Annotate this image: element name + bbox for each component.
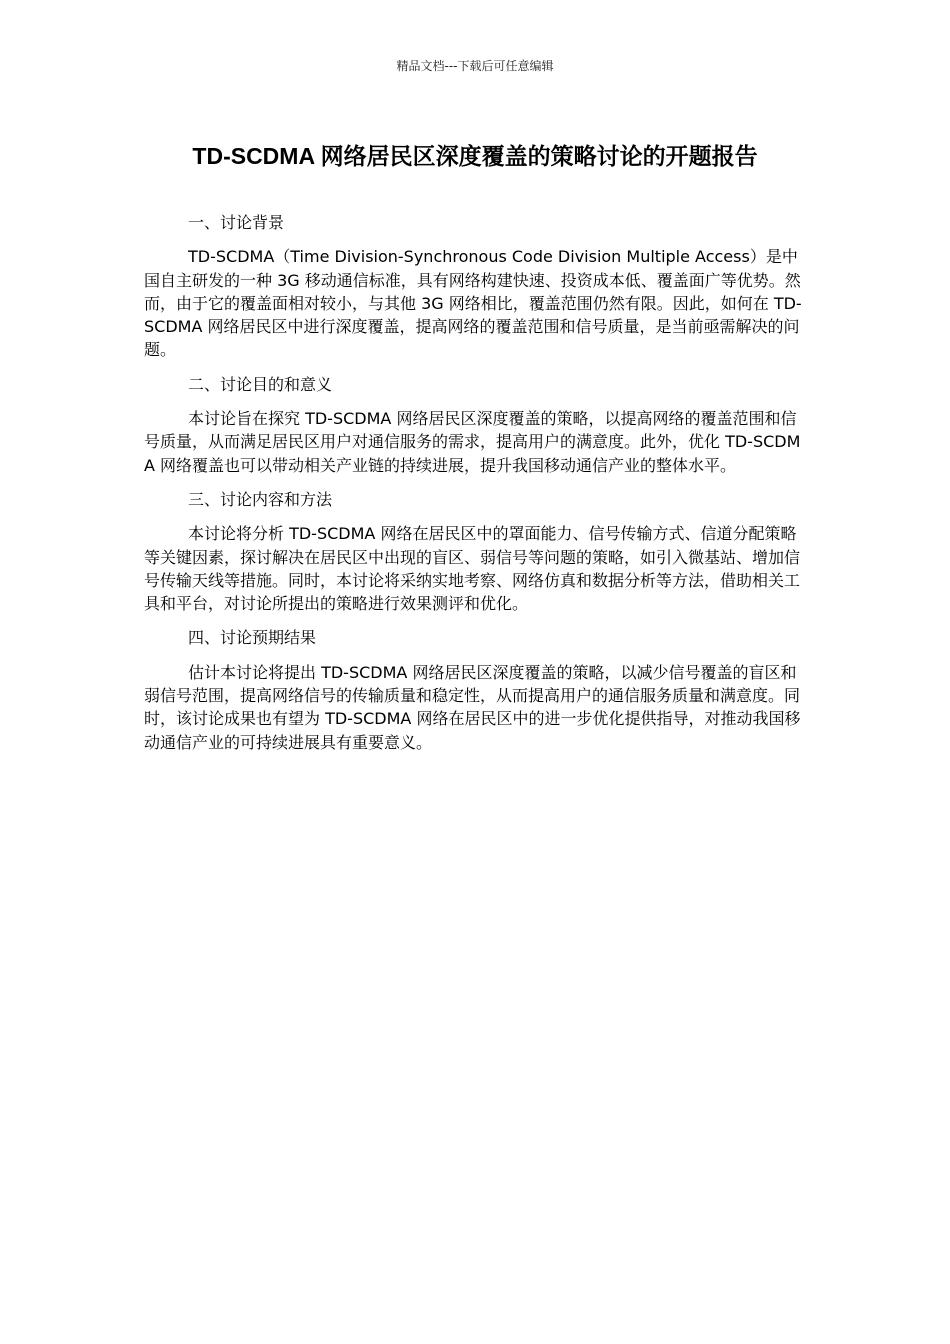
- section-background: [144, 211, 806, 362]
- page-header-tagline: 精品文档---下载后可任意编辑: [396, 59, 554, 73]
- section-heading: 二、讨论目的和意义: [188, 374, 333, 394]
- section-paragraph: 本讨论将分析 TD-SCDMA 网络在居民区中的罩面能力、信号传输方式、信道分配策略等关键因素，探讨解决在居民区中出现的盲区、弱信号等问题的策略，如引入微基站、增加信号传输天线等措施。同时，本讨论将采纳实地考察、网络仿真和数据分析等方法，借助相关工具和平台，对讨论所提出的策略进行效果测评和优化。: [144, 524, 801, 614]
- section-content-methods: [144, 488, 806, 615]
- section-expected-results: [144, 626, 806, 753]
- section-paragraph: TD-SCDMA（Time Division-Synchronous Code Division Multiple Access）是中国自主研发的一种 3G 移动通信标准，具有网络构建快速、投资成本低、覆盖面广等优势。然而，由于它的覆盖面相对较小，与其他 3G 网络相比，覆盖范围仍然有限。因此，如何在 TD-SCDMA 网络居民区中进行深度覆盖，提高网络的覆盖范围和信号质量，是当前亟需解决的问题。: [144, 247, 802, 360]
- section-paragraph: 估计本讨论将提出 TD-SCDMA 网络居民区深度覆盖的策略，以减少信号覆盖的盲区和弱信号范围，提高网络信号的传输质量和稳定性，从而提高用户的通信服务质量和满意度。同时，该讨论成果也有望为 TD-SCDMA 网络在居民区中的进一步优化提供指导，对推动我国移动通信产业的可持续进展具有重要意义。: [144, 662, 801, 752]
- section-heading: 四、讨论预期结果: [188, 628, 317, 648]
- section-heading: 一、讨论背景: [188, 213, 285, 232]
- section-paragraph: 本讨论旨在探究 TD-SCDMA 网络居民区深度覆盖的策略，以提高网络的覆盖范围和信号质量，从而满足居民区用户对通信服务的需求，提高用户的满意度。此外，优化 TD-SCDMA 网络覆盖也可以带动相关产业链的持续进展，提升我国移动通信产业的整体水平。: [144, 409, 801, 475]
- document-body: [144, 211, 806, 765]
- section-purpose: [144, 373, 806, 477]
- section-heading: 三、讨论内容和方法: [188, 489, 333, 509]
- document-title: TD-SCDMA 网络居民区深度覆盖的策略讨论的开题报告: [192, 143, 758, 169]
